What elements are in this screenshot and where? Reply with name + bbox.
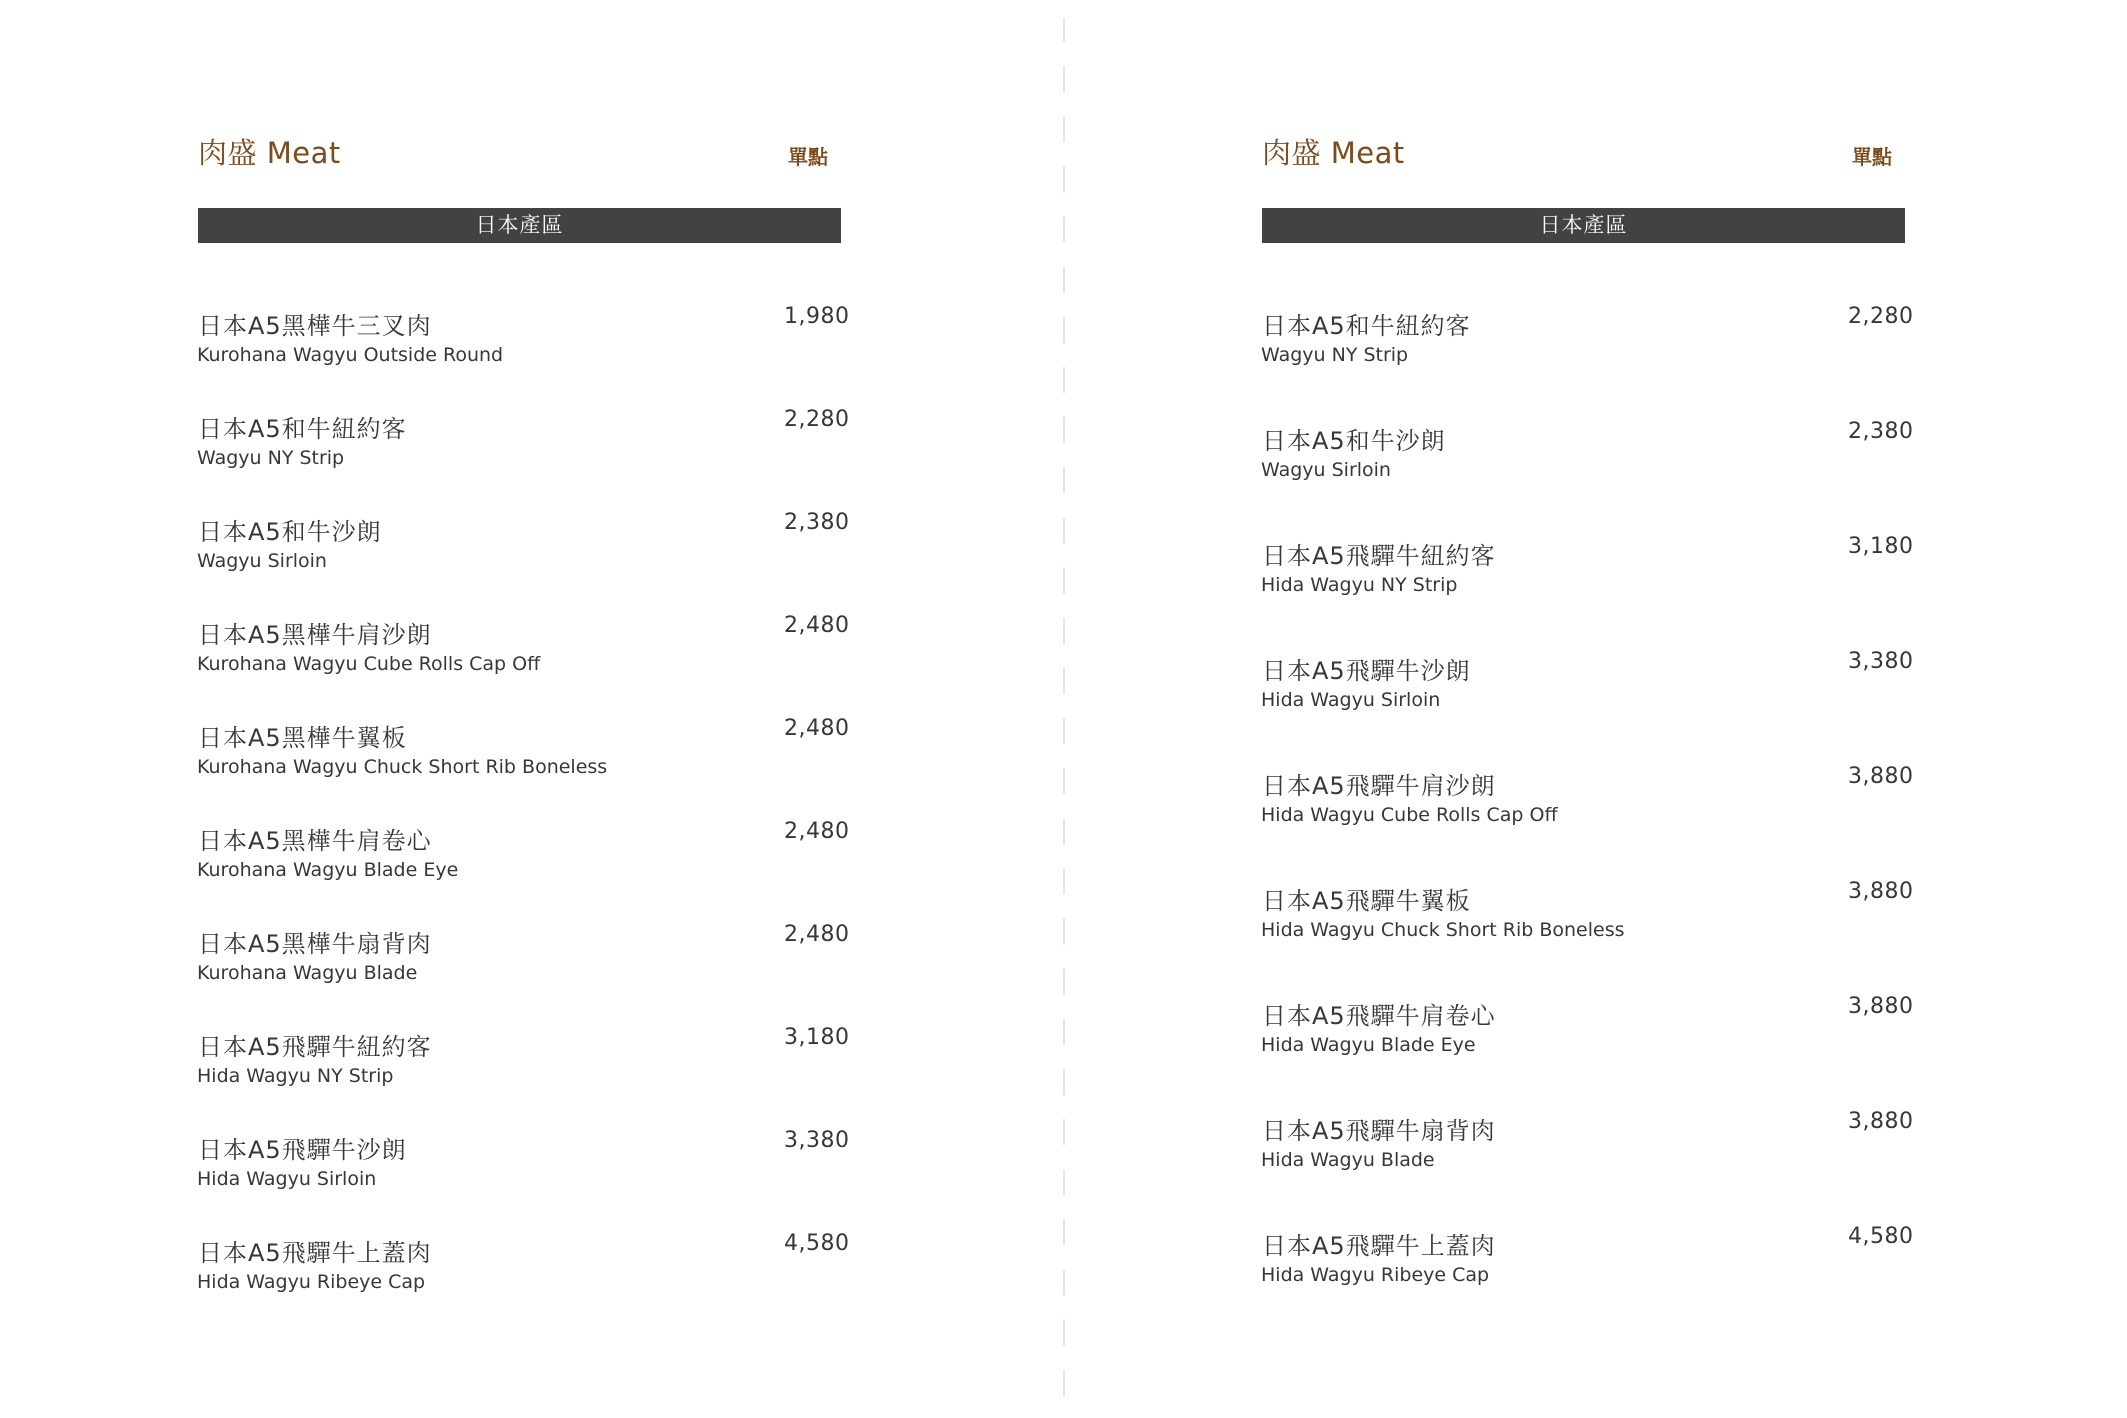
item-name-en: Wagyu Sirloin [1261,459,1391,481]
menu-item [1262,996,1912,1076]
menu-item [1262,766,1912,846]
item-name-en: Hida Wagyu Cube Rolls Cap Off [1261,804,1558,826]
item-price: 2,380 [1848,419,1914,444]
menu-item [1262,306,1912,386]
item-name-en: Hida Wagyu Sirloin [1261,689,1441,711]
item-name-en: Kurohana Wagyu Chuck Short Rib Boneless [197,756,608,778]
menu-item [198,306,848,386]
page-divider [1063,18,1065,1418]
item-name-zh: 日本A5黑樺牛翼板 [198,724,407,752]
item-name-zh: 日本A5飛驒牛沙朗 [198,1136,407,1164]
item-price: 2,380 [784,510,850,535]
item-name-zh: 日本A5飛驒牛紐約客 [1262,542,1496,570]
price-type-label: 單點 [1852,145,1892,169]
item-name-zh: 日本A5飛驒牛翼板 [1262,887,1471,915]
item-name-en: Hida Wagyu Ribeye Cap [197,1271,426,1293]
item-price: 3,380 [784,1128,850,1153]
menu-item [198,409,848,489]
item-name-zh: 日本A5黑樺牛肩卷心 [198,827,432,855]
menu-item [198,821,848,901]
region-header: 日本產區 [198,208,841,243]
item-price: 2,480 [784,716,850,741]
item-name-en: Hida Wagyu Chuck Short Rib Boneless [1261,919,1625,941]
menu-item [1262,881,1912,961]
menu-item [198,615,848,695]
item-name-zh: 日本A5飛驒牛肩沙朗 [1262,772,1496,800]
item-name-en: Hida Wagyu Blade [1261,1149,1435,1171]
item-price: 3,880 [1848,994,1914,1019]
menu-item [1262,536,1912,616]
item-name-zh: 日本A5飛驒牛肩卷心 [1262,1002,1496,1030]
item-name-en: Wagyu Sirloin [197,550,327,572]
menu-item [198,512,848,592]
item-name-en: Kurohana Wagyu Cube Rolls Cap Off [197,653,541,675]
section-title: 肉盛 Meat [1262,136,1405,170]
menu-page-left [198,0,848,1418]
item-name-zh: 日本A5飛驒牛上蓋肉 [198,1239,432,1267]
item-price: 3,380 [1848,649,1914,674]
item-price: 1,980 [784,304,850,329]
item-price: 3,880 [1848,1109,1914,1134]
item-price: 3,180 [784,1025,850,1050]
menu-item [1262,1226,1912,1306]
menu-item [198,718,848,798]
item-name-en: Wagyu NY Strip [1261,344,1409,366]
item-price: 2,280 [1848,304,1914,329]
item-name-zh: 日本A5和牛沙朗 [1262,427,1446,455]
item-name-zh: 日本A5飛驒牛紐約客 [198,1033,432,1061]
region-header: 日本產區 [1262,208,1905,243]
menu-item [1262,651,1912,731]
item-name-zh: 日本A5黑樺牛三叉肉 [198,312,432,340]
menu-item [1262,421,1912,501]
item-name-zh: 日本A5和牛沙朗 [198,518,382,546]
item-price: 2,480 [784,819,850,844]
item-name-en: Kurohana Wagyu Outside Round [197,344,504,366]
item-name-zh: 日本A5黑樺牛肩沙朗 [198,621,432,649]
menu-item [198,1130,848,1210]
menu-item [198,1027,848,1107]
item-name-en: Kurohana Wagyu Blade Eye [197,859,459,881]
item-name-zh: 日本A5飛驒牛扇背肉 [1262,1117,1496,1145]
item-name-en: Hida Wagyu Ribeye Cap [1261,1264,1490,1286]
item-price: 4,580 [784,1231,850,1256]
item-name-zh: 日本A5飛驒牛沙朗 [1262,657,1471,685]
item-name-zh: 日本A5和牛紐約客 [1262,312,1471,340]
item-price: 2,280 [784,407,850,432]
menu-page-right [1262,0,1912,1418]
item-price: 3,880 [1848,879,1914,904]
menu-item [198,1233,848,1313]
item-name-en: Hida Wagyu Sirloin [197,1168,377,1190]
item-name-zh: 日本A5和牛紐約客 [198,415,407,443]
item-name-zh: 日本A5黑樺牛扇背肉 [198,930,432,958]
item-name-en: Hida Wagyu Blade Eye [1261,1034,1476,1056]
item-name-en: Kurohana Wagyu Blade [197,962,418,984]
price-type-label: 單點 [788,145,828,169]
item-price: 2,480 [784,613,850,638]
item-name-en: Hida Wagyu NY Strip [197,1065,394,1087]
item-name-en: Hida Wagyu NY Strip [1261,574,1458,596]
item-price: 3,180 [1848,534,1914,559]
item-name-en: Wagyu NY Strip [197,447,345,469]
item-price: 3,880 [1848,764,1914,789]
item-price: 4,580 [1848,1224,1914,1249]
menu-item [1262,1111,1912,1191]
item-price: 2,480 [784,922,850,947]
section-title: 肉盛 Meat [198,136,341,170]
menu-item [198,924,848,1004]
item-name-zh: 日本A5飛驒牛上蓋肉 [1262,1232,1496,1260]
